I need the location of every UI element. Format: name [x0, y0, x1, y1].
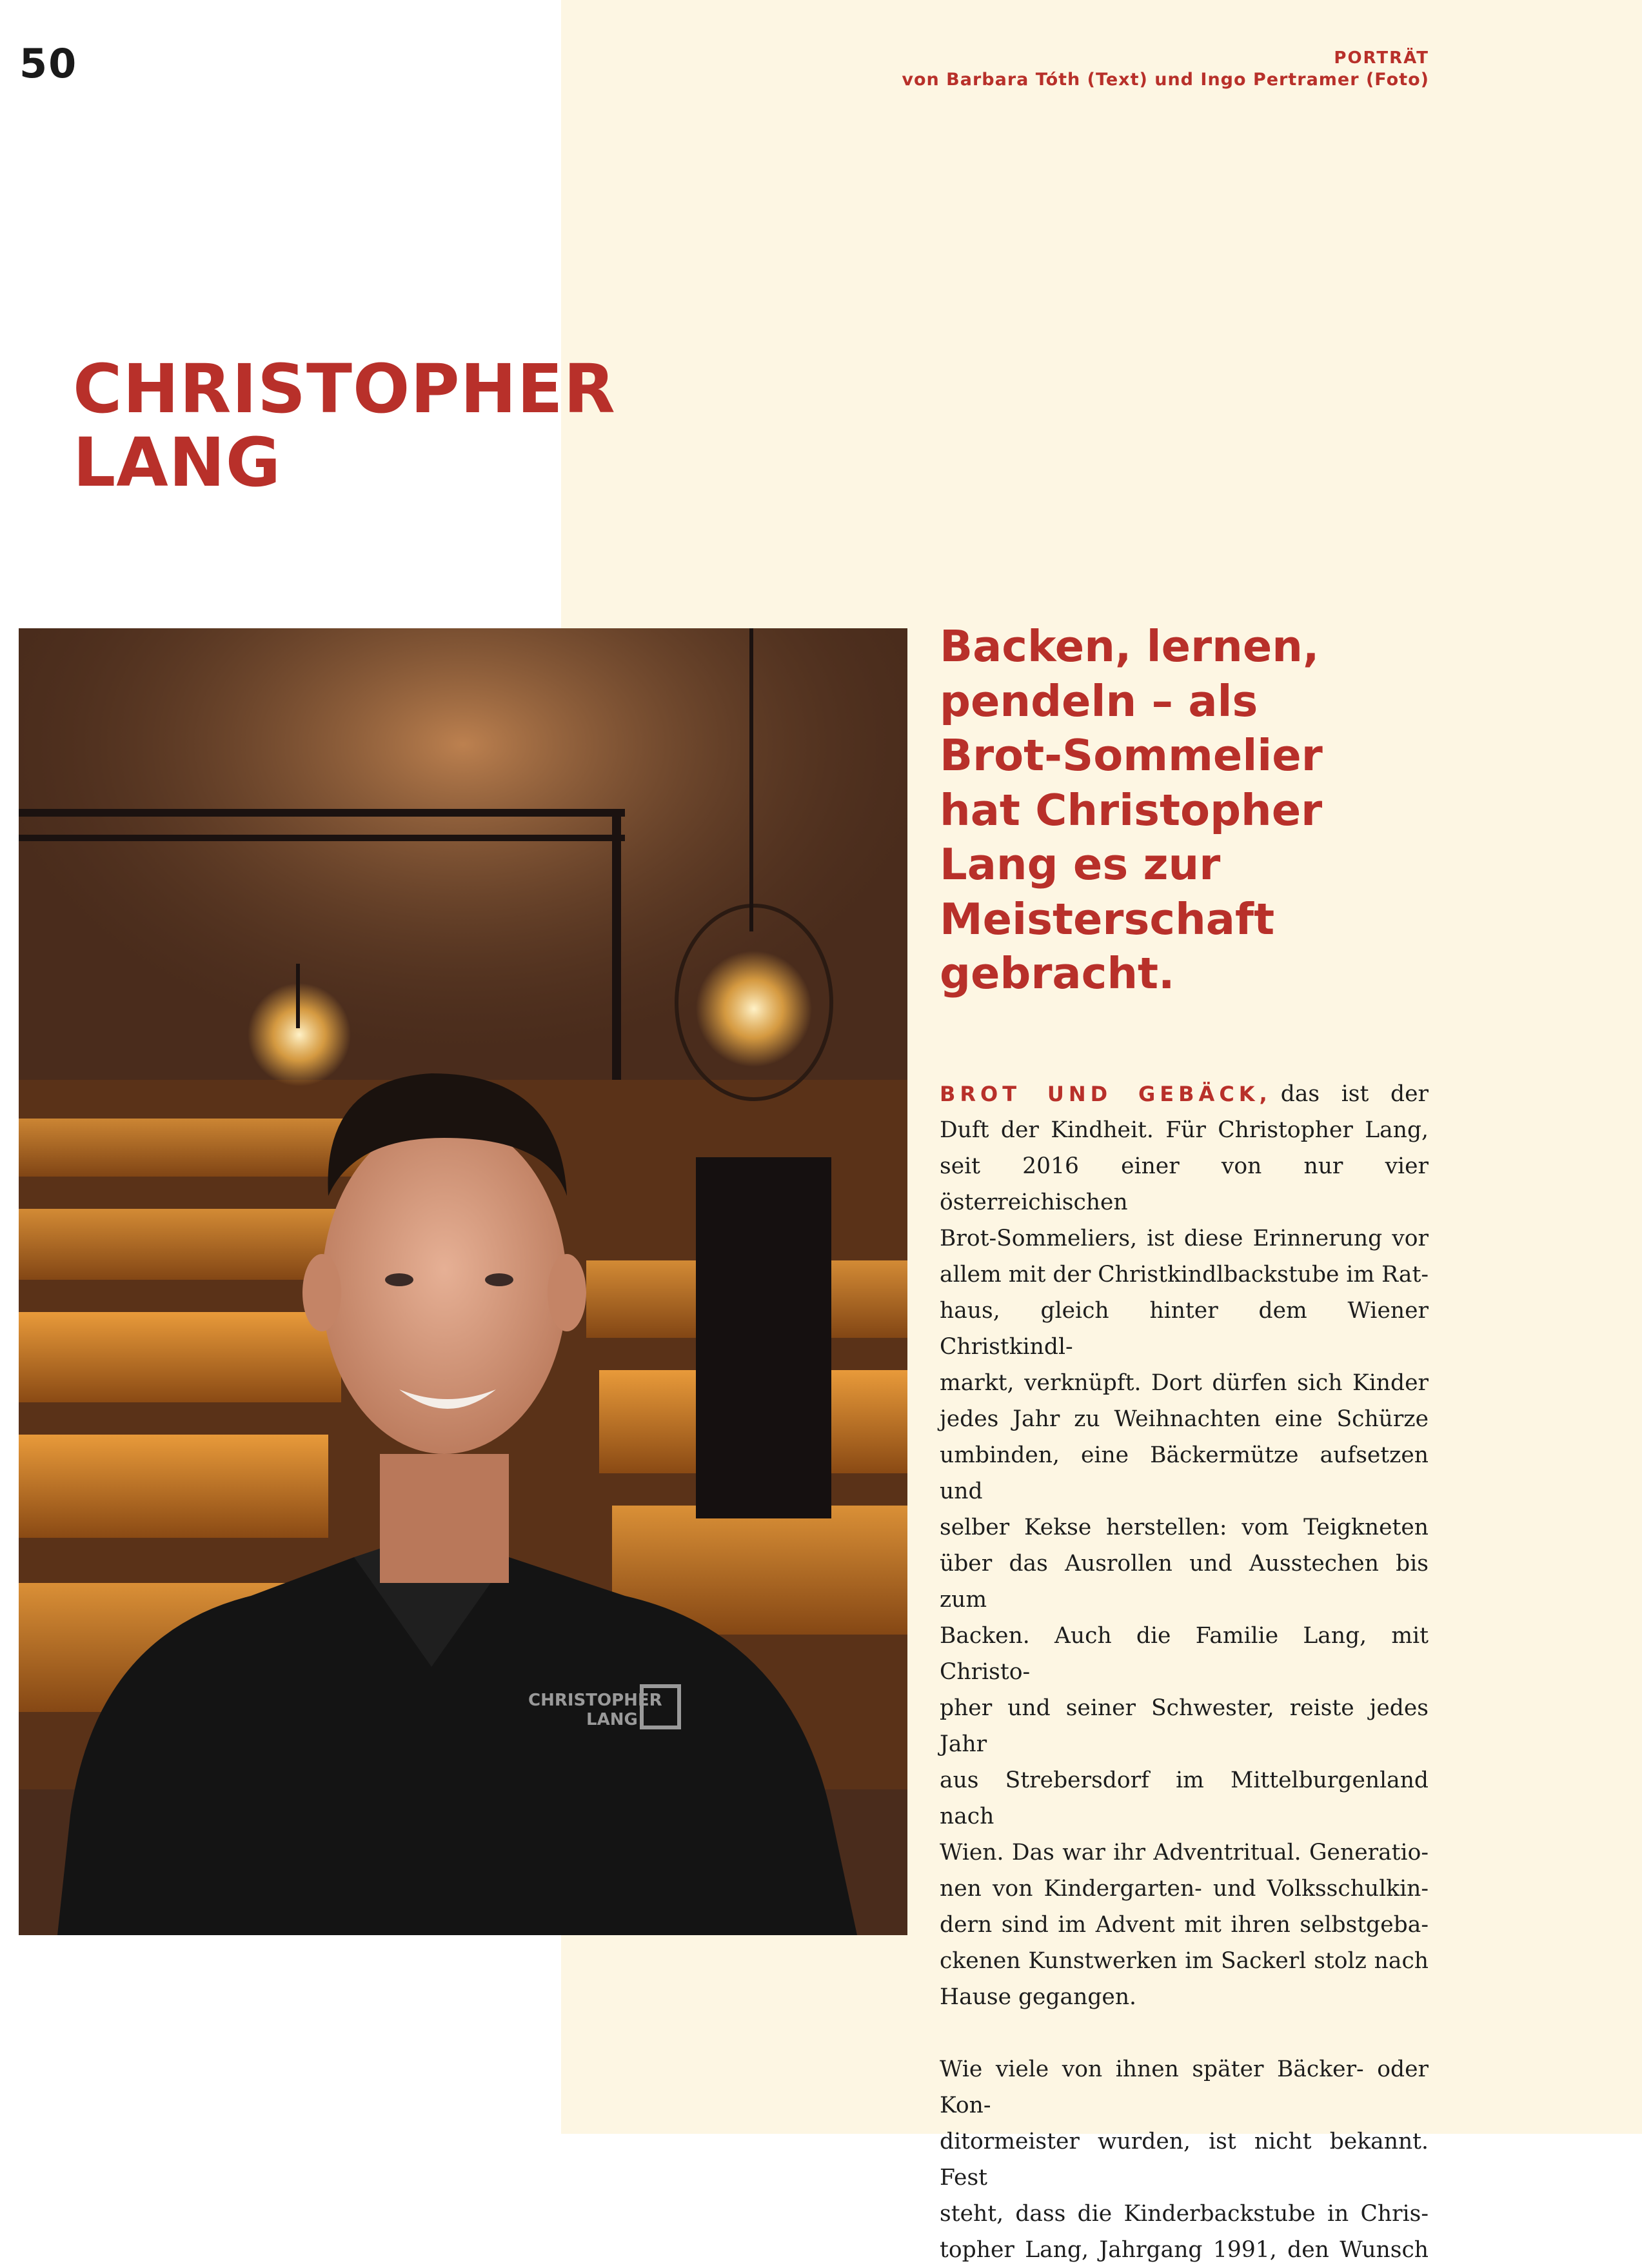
- body-line: nen von Kindergarten- und Volksschulkin-: [940, 1876, 1429, 1902]
- body-line: umbinden, eine Bäckermütze aufsetzen und: [940, 1442, 1429, 1504]
- body-line: aus Strebersdorf im Mittelburgenland nach: [940, 1767, 1429, 1829]
- body-line: allem mit der Christkindlbackstube im Rat-: [940, 1262, 1429, 1288]
- body-line: selber Kekse herstellen: vom Teigkneten: [940, 1515, 1429, 1540]
- body-line: Backen. Auch die Familie Lang, mit Christo-: [940, 1623, 1429, 1685]
- title-line-2: LANG: [73, 423, 282, 502]
- body-line: markt, verknüpft. Dort dürfen sich Kinder: [940, 1370, 1429, 1396]
- subhead-line: pendeln – als: [940, 675, 1258, 726]
- body-line: ditormeister wurden, ist nicht bekannt. Fest: [940, 2129, 1429, 2191]
- body-line: Brot-Sommeliers, ist diese Erinnerung vor: [940, 1226, 1429, 1251]
- body-line: Hause gegangen.: [940, 1984, 1137, 2010]
- body-line: Wien. Das war ihr Adventritual. Generatio-: [940, 1840, 1429, 1865]
- article-title: [73, 350, 616, 502]
- body-line: haus, gleich hinter dem Wiener Christkindl-: [940, 1298, 1429, 1360]
- body-line: dern sind im Advent mit ihren selbstgeba-: [940, 1912, 1429, 1938]
- body-line-first: [940, 1076, 1429, 1112]
- shirt-logo-line-1: CHRISTOPHER: [528, 1691, 662, 1710]
- lead-in: BROT UND GEBÄCK,: [940, 1082, 1272, 1106]
- body-line: das ist der: [1280, 1081, 1429, 1107]
- title-line-1: CHRISTOPHER: [73, 350, 616, 428]
- paragraph-gap: [940, 2015, 1429, 2051]
- article-body: [940, 1076, 1429, 2268]
- body-line: pher und seiner Schwester, reiste jedes Jahr: [940, 1695, 1429, 1757]
- body-line: steht, dass die Kinderbackstube in Chris-: [940, 2201, 1429, 2227]
- subhead-line: Backen, lernen,: [940, 621, 1320, 671]
- body-line: jedes Jahr zu Weihnachten eine Schürze: [940, 1406, 1429, 1432]
- section-label: PORTRÄT: [1334, 48, 1429, 68]
- subhead-line: Meisterschaft: [940, 893, 1275, 944]
- body-line: Duft der Kindheit. Für Christopher Lang,: [940, 1117, 1429, 1143]
- header-meta: [902, 48, 1429, 92]
- subhead-line: Brot-Sommelier: [940, 730, 1323, 781]
- subhead-line: hat Christopher: [940, 784, 1323, 835]
- page-number: 50: [19, 40, 78, 87]
- body-line: seit 2016 einer von nur vier österreichischen: [940, 1153, 1429, 1215]
- shirt-logo-line-2: LANG: [586, 1710, 638, 1729]
- subhead-line: Lang es zur: [940, 839, 1221, 890]
- body-line: ckenen Kunstwerken im Sackerl stolz nach: [940, 1948, 1429, 1974]
- body-line: topher Lang, Jahrgang 1991, den Wunsch: [940, 2237, 1429, 2263]
- portrait-photo: [19, 628, 907, 1935]
- author-credits: von Barbara Tóth (Text) und Ingo Pertramer (Foto): [902, 70, 1429, 90]
- body-line: über das Ausrollen und Ausstechen bis zum: [940, 1551, 1429, 1613]
- subhead-line: gebracht.: [940, 948, 1175, 999]
- body-line: Wie viele von ihnen später Bäcker- oder Kon-: [940, 2056, 1429, 2118]
- article-subhead: [940, 619, 1430, 1001]
